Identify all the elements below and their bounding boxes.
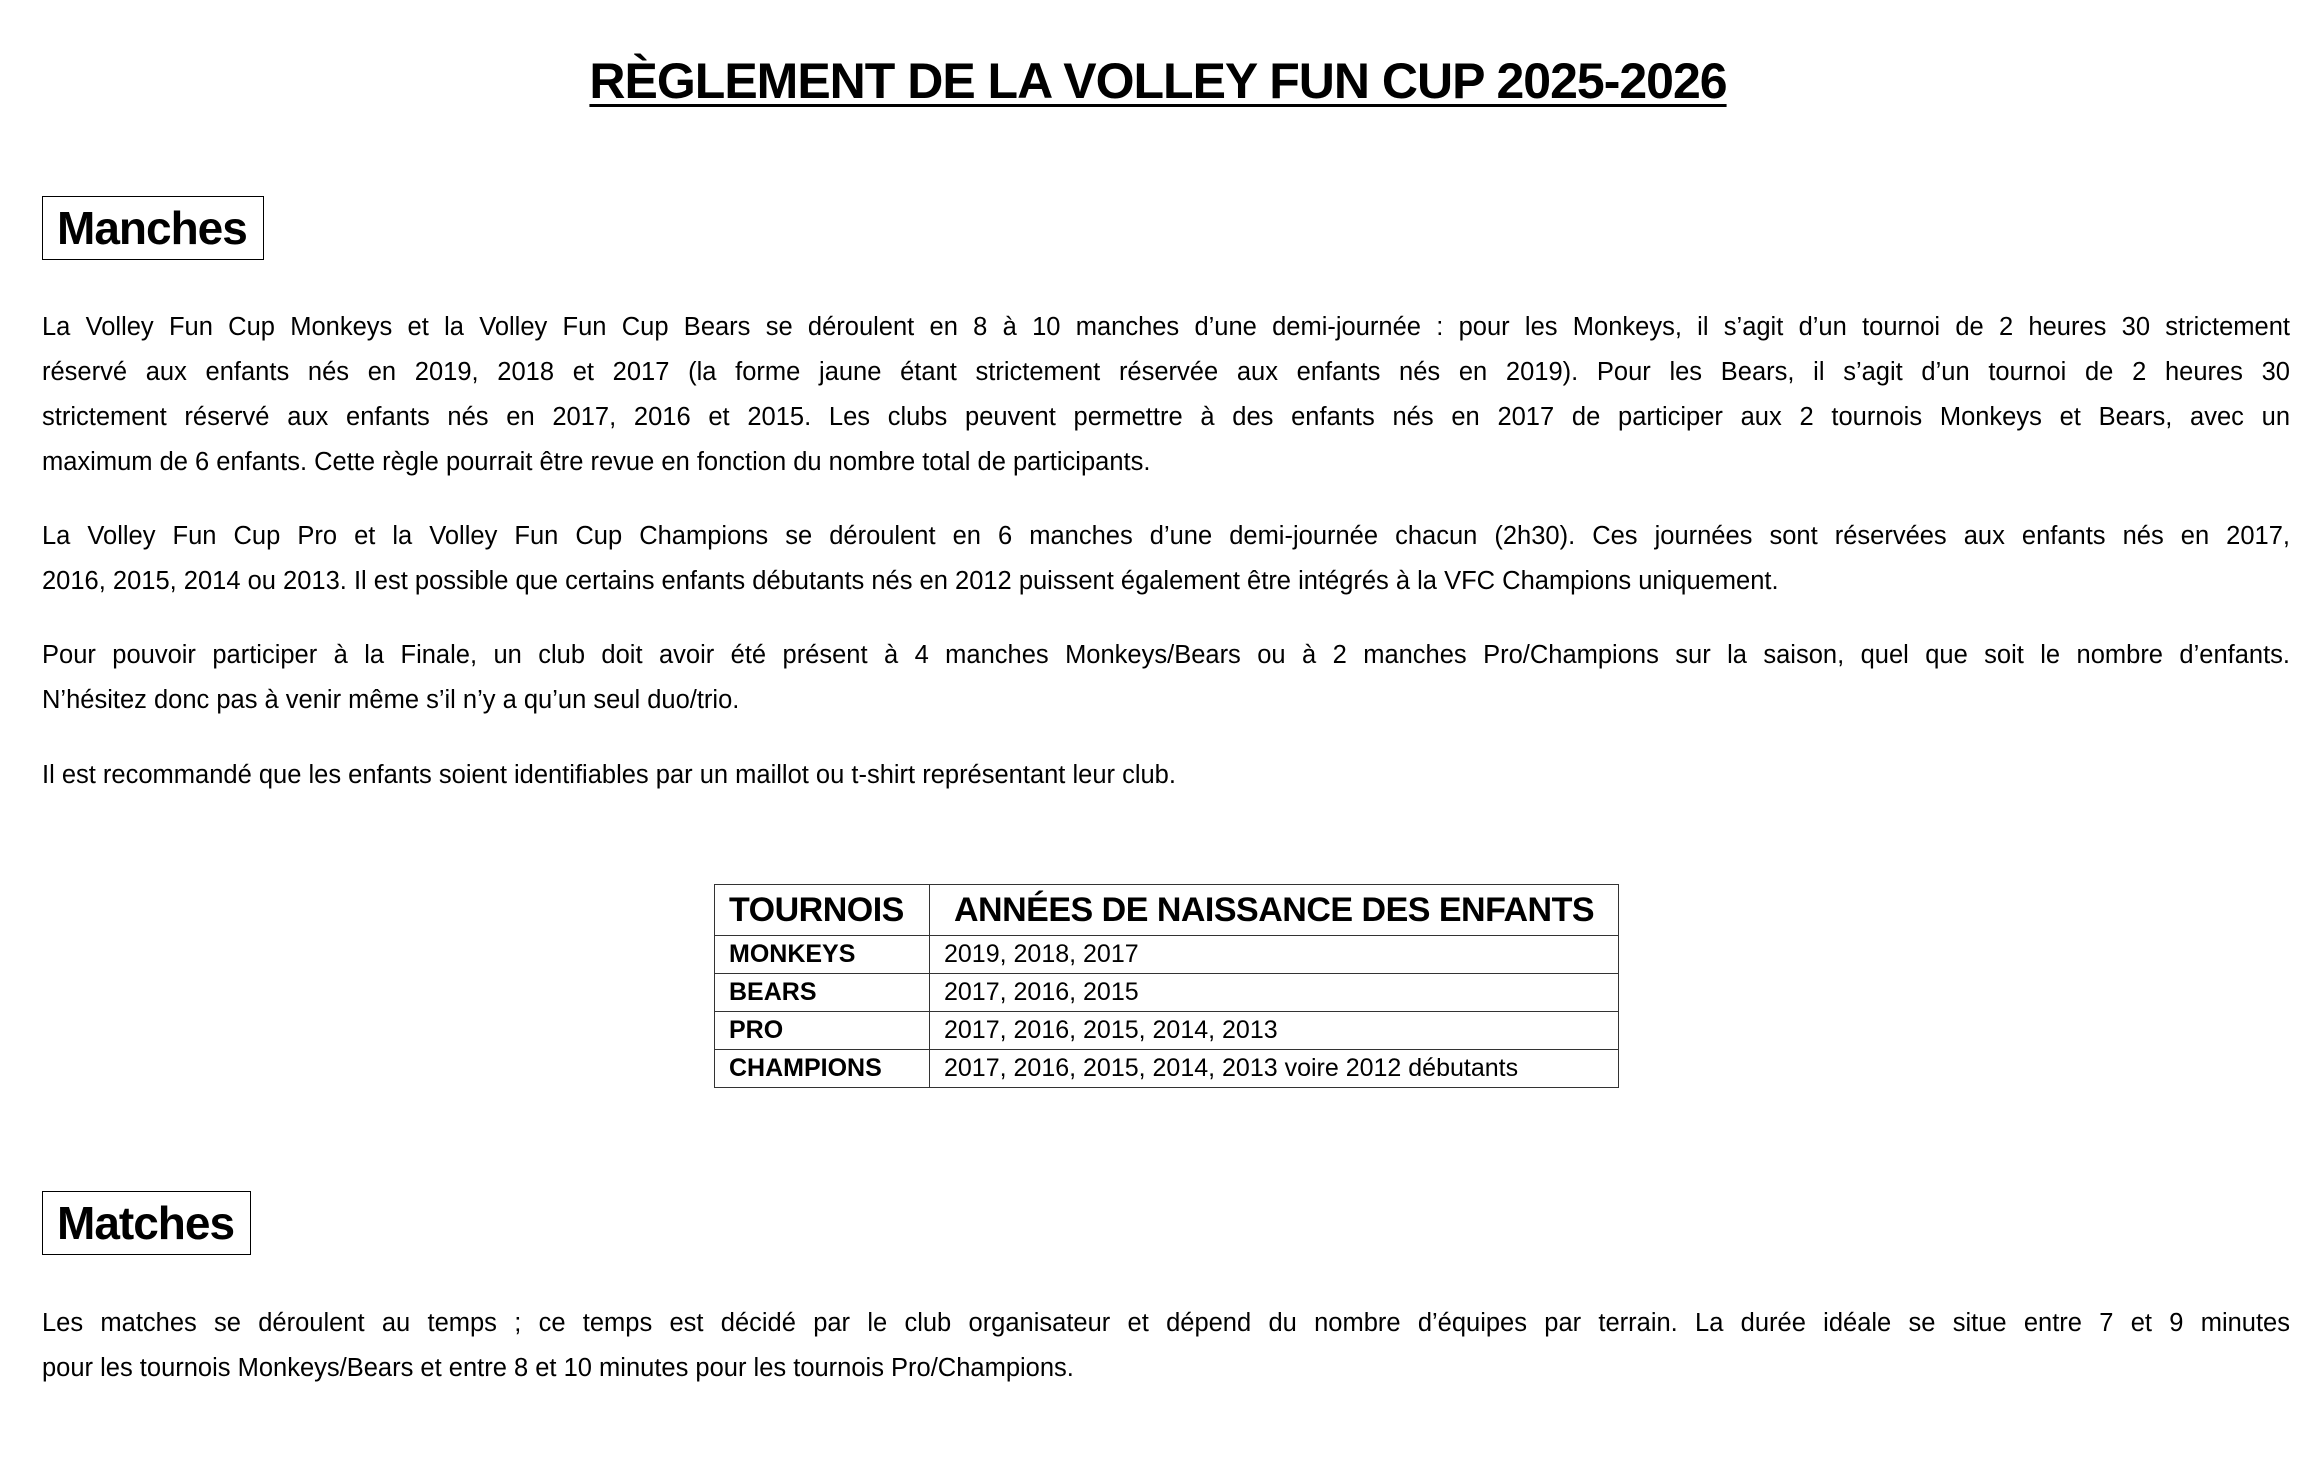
paragraph (42, 753, 2290, 798)
text-line: La Volley Fun Cup Pro et la Volley Fun Cup Champions se déroulent en 6 manches d’une demi-journée chacun (2h30). Ces journées sont réservées aux enfants nés en 2017, (42, 522, 2290, 550)
column-header: ANNÉES DE NAISSANCE DES ENFANTS (930, 885, 1619, 936)
table-row (715, 1050, 1619, 1088)
table-row (715, 936, 1619, 974)
text-line: maximum de 6 enfants. Cette règle pourrait être revue en fonction du nombre total de participants. (42, 448, 1151, 476)
text-line: pour les tournois Monkeys/Bears et entre 8 et 10 minutes pour les tournois Pro/Champions. (42, 1354, 1074, 1382)
tournament-name: CHAMPIONS (715, 1050, 930, 1088)
text-line: Pour pouvoir participer à la Finale, un club doit avoir été présent à 4 manches Monkeys/Bears ou à 2 manches Pro/Champions sur la saison, quel que soit le nombre d’enfants. (42, 641, 2290, 669)
birth-years: 2017, 2016, 2015, 2014, 2013 (930, 1012, 1619, 1050)
birth-years: 2017, 2016, 2015, 2014, 2013 voire 2012 débutants (930, 1050, 1619, 1088)
tournament-name: BEARS (715, 974, 930, 1012)
text-line: Il est recommandé que les enfants soient identifiables par un maillot ou t-shirt représentant leur club. (42, 761, 1176, 789)
paragraph (42, 633, 2290, 723)
text-line: N’hésitez donc pas à venir même s’il n’y a qu’un seul duo/trio. (42, 686, 740, 714)
text-line: strictement réservé aux enfants nés en 2017, 2016 et 2015. Les clubs peuvent permettre à des enfants nés en 2017 de participer aux 2 tournois Monkeys et Bears, avec un (42, 403, 2290, 431)
tournament-name: MONKEYS (715, 936, 930, 974)
section-heading-matches: Matches (42, 1191, 251, 1255)
birth-years: 2019, 2018, 2017 (930, 936, 1619, 974)
section-heading-manches: Manches (42, 196, 264, 260)
table-header-row (715, 885, 1619, 936)
paragraph (42, 514, 2290, 604)
table-row (715, 974, 1619, 1012)
text-line: réservé aux enfants nés en 2019, 2018 et 2017 (la forme jaune étant strictement réservée aux enfants nés en 2019). Pour les Bears, il s’agit d’un tournoi de 2 heures 30 (42, 358, 2290, 386)
document-title: RÈGLEMENT DE LA VOLLEY FUN CUP 2025-2026 (589, 53, 1727, 109)
paragraph (42, 305, 2290, 485)
text-line: Les matches se déroulent au temps ; ce temps est décidé par le club organisateur et dépend du nombre d’équipes par terrain. La durée idéale se situe entre 7 et 9 minutes (42, 1309, 2290, 1337)
text-line: La Volley Fun Cup Monkeys et la Volley Fun Cup Bears se déroulent en 8 à 10 manches d’une demi-journée : pour les Monkeys, il s’agit d’un tournoi de 2 heures 30 strictement (42, 313, 2290, 341)
text-line: 2016, 2015, 2014 ou 2013. Il est possible que certains enfants débutants nés en 2012 puissent également être intégrés à la VFC Champions uniquement. (42, 567, 1779, 595)
tournament-age-table (714, 884, 1619, 1088)
column-header: TOURNOIS (715, 885, 930, 936)
table-row (715, 1012, 1619, 1050)
tournament-name: PRO (715, 1012, 930, 1050)
paragraph (42, 1301, 2290, 1391)
birth-years: 2017, 2016, 2015 (930, 974, 1619, 1012)
